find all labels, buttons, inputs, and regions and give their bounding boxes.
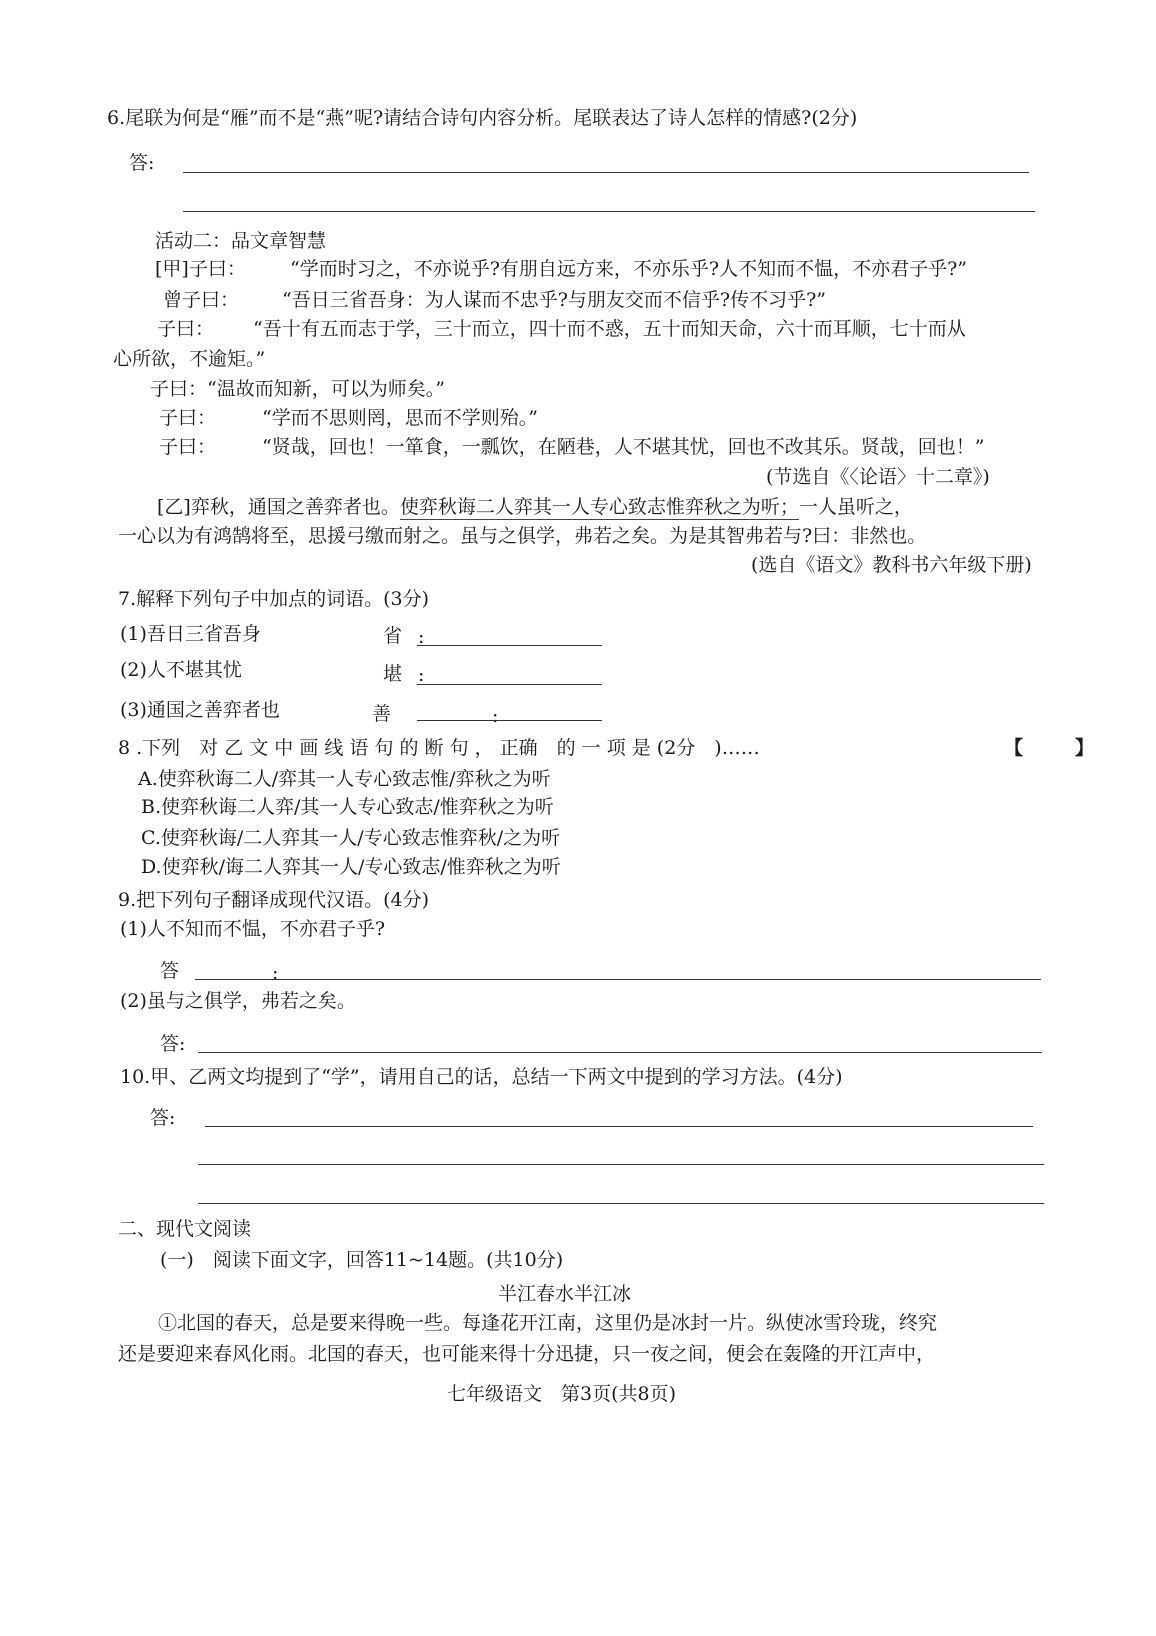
q7-item-2-word: 堪 <box>383 663 403 685</box>
q7-title: 7.解释下列句子中加点的词语。(3分) <box>118 588 430 610</box>
q7-item-1-answer-line[interactable] <box>417 645 602 646</box>
q9-answer-1-line[interactable] <box>195 979 1041 980</box>
jia-line-1: “学而时习之，不亦说乎?有朋自远方来，不亦乐乎?人不知而不愠，不亦君子乎?” <box>290 258 967 280</box>
q7-item-1-sentence: (1)吾日三省吾身 <box>120 623 261 645</box>
q7-item-3-colon: : <box>492 705 499 727</box>
jia-line-5: “学而不思则罔，思而不学则殆。” <box>262 407 538 429</box>
section2-subtitle: (一) 阅读下面文字，回答11~14题。(共10分) <box>160 1249 564 1271</box>
q8-bracket-left: 【 <box>1004 737 1024 759</box>
q6-text: 6.尾联为何是“雁”而不是“燕”呢?请结合诗句内容分析。尾联表达了诗人怎样的情感?(2分) <box>107 107 858 129</box>
jia-line-6-label: 子曰： <box>159 436 217 458</box>
jia-line-3-label: 子曰： <box>157 318 215 340</box>
q7-item-3-sentence: (3)通国之善弈者也 <box>120 699 280 721</box>
q7-item-2-answer-line[interactable] <box>417 684 602 685</box>
section2-title: 二、现代文阅读 <box>118 1218 252 1240</box>
q10-answer-line-2[interactable] <box>198 1164 1044 1165</box>
q8-option-a[interactable]: A.使弈秋诲二人/弈其一人专心致志惟/弈秋之为听 <box>138 768 551 790</box>
q8-title: 8 .下列 对 乙 文 中 画 线 语 句 的 断 句 ， 正确 的 一 项 是 (2分 )…… <box>118 737 760 759</box>
q9-title: 9.把下列句子翻译成现代汉语。(4分) <box>118 889 430 911</box>
jia-label: [甲]子曰： <box>155 258 246 280</box>
q6-answer-label: 答: <box>129 152 155 174</box>
q7-item-2-colon: : <box>418 664 425 686</box>
q7-item-3-answer-line[interactable] <box>417 720 602 721</box>
q7-item-3-word: 善 <box>372 703 392 725</box>
q10-answer-line-3[interactable] <box>198 1203 1044 1204</box>
q7-item-1-colon: : <box>418 626 425 648</box>
jia-line-5-label: 子曰： <box>159 407 217 429</box>
yi-pre: [乙]弈秋，通国之善弈者也。 <box>157 496 400 518</box>
q9-sentence-1: (1)人不知而不愠，不亦君子乎? <box>120 918 386 940</box>
q10-title: 10.甲、乙两文均提到了“学”，请用自己的话，总结一下两文中提到的学习方法。(4分) <box>120 1066 843 1088</box>
yi-source: (选自《语文》教科书六年级下册) <box>751 554 1032 576</box>
q9-sentence-2: (2)虽与之俱学，弗若之矣。 <box>120 990 356 1012</box>
q9-answer-2-label: 答: <box>160 1033 186 1055</box>
jia-line-3b: 心所欲，不逾矩。” <box>113 348 266 370</box>
jia-line-3: “吾十有五而志于学，三十而立，四十而不惑，五十而知天命，六十而耳顺，七十而从 <box>253 318 966 340</box>
q6-answer-line-1[interactable] <box>183 172 1029 173</box>
jia-source: (节选自《〈论语〉十二章》) <box>766 466 990 488</box>
yi-post: 一人虽听之， <box>798 496 913 518</box>
jia-line-2: “吾日三省吾身：为人谋而不忠乎?与朋友交而不信乎?传不习乎?” <box>282 289 826 311</box>
q9-answer-2-line[interactable] <box>198 1052 1042 1053</box>
q6-answer-line-2[interactable] <box>183 211 1035 212</box>
jia-line-2-label: 曾子曰： <box>163 289 240 311</box>
q8-option-b[interactable]: B.使弈秋诲二人弈/其一人专心致志/惟弈秋之为听 <box>141 796 554 818</box>
yi-line-1 <box>157 494 913 520</box>
activity2-title: 活动二：品文章智慧 <box>155 230 327 252</box>
article-title: 半江春水半江冰 <box>498 1283 632 1305</box>
q7-item-2-sentence: (2)人不堪其忧 <box>120 659 242 681</box>
yi-line-2: 一心以为有鸿鹄将至，思援弓缴而射之。虽与之俱学，弗若之矣。为是其智弗若与?曰：非然也。 <box>118 525 927 547</box>
article-paragraph-1b: 还是要迎来春风化雨。北国的春天，也可能来得十分迅捷，只一夜之间，便会在轰隆的开江声中， <box>118 1343 936 1365</box>
q10-answer-label: 答: <box>150 1107 176 1129</box>
jia-line-4: 子曰：“温故而知新，可以为师矣。” <box>150 378 445 400</box>
q8-option-c[interactable]: C.使弈秋诲/二人弈其一人/专心致志惟弈秋/之为听 <box>141 827 561 849</box>
article-paragraph-1a: ①北国的春天，总是要来得晚一些。每逢花开江南，这里仍是冰封一片。纵使冰雪玲珑，终究 <box>158 1312 938 1334</box>
q9-answer-1-colon: : <box>272 962 279 984</box>
jia-line-6: “贤哉，回也！一箪食，一瓢饮，在陋巷，人不堪其忧，回也不改其乐。贤哉，回也！” <box>262 436 985 458</box>
yi-underlined-sentence: 使弈秋诲二人弈其一人专心致志惟弈秋之为听； <box>399 496 799 518</box>
q9-answer-1-label: 答 <box>160 960 180 982</box>
q10-answer-line-1[interactable] <box>205 1126 1033 1127</box>
q7-item-1-word: 省 <box>383 625 403 647</box>
q8-option-d[interactable]: D.使弈秋/诲二人弈其一人/专心致志/惟弈秋之为听 <box>141 856 561 878</box>
page-footer: 七年级语文 第3页(共8页) <box>447 1383 677 1405</box>
q8-bracket-right[interactable]: 】 <box>1075 737 1095 759</box>
